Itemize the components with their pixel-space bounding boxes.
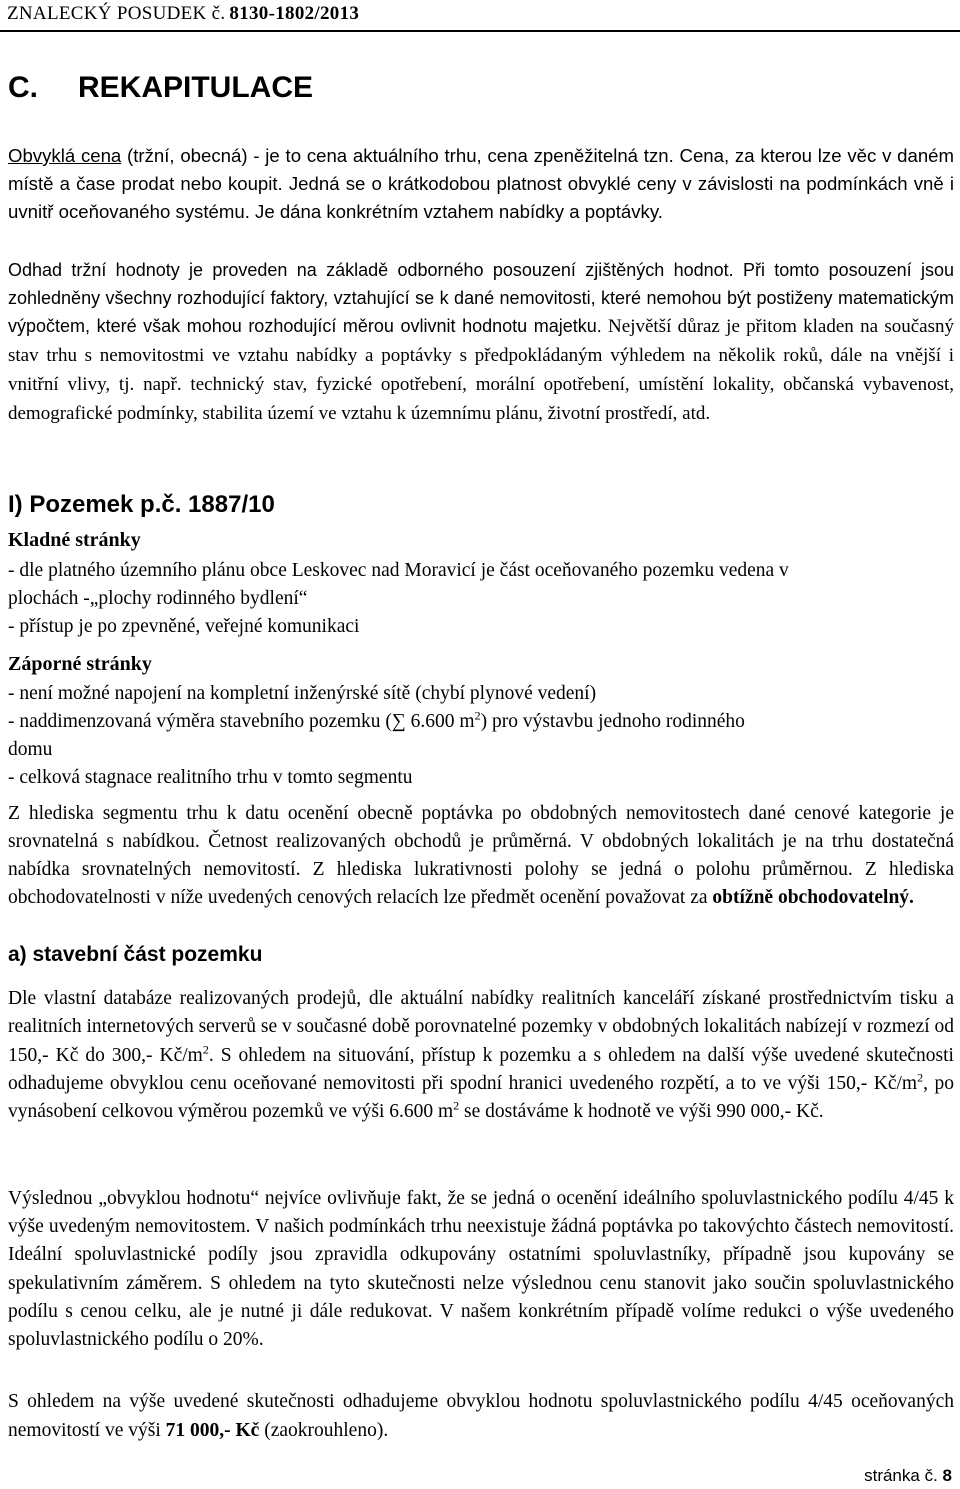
negative-label: Záporné stránky (8, 653, 152, 675)
footer-label: stránka č. (864, 1466, 938, 1485)
paragraph-text: , po vynásobení celkovou výměrou pozemků ve výši 6.600 m (8, 1072, 954, 1123)
section-title-text: REKAPITULACE (78, 71, 314, 104)
paragraph-text: se dostáváme k hodnotě ve výši 990 000,- Kč. (459, 1101, 824, 1123)
intro-p2-serif: Největší důraz je přitom kladen na současný stav trhu s nemovitostmi ve vztahu nabídky a poptávky s předpokládaným výhledem na několik roků, dále na vnější i vnitřní vlivy, tj. např. technický stav, fyzické opotřebení, morální opotřebení, umístění lokality, občanská vybavenost, demografické podmínky, stabilita území ve vztahu k územnímu plánu, životní prostředí, atd. (8, 316, 954, 424)
paragraph-text: (zaokrouhleno). (259, 1420, 389, 1441)
stavebni-paragraph-2: Výslednou „obvyklou hodnotu“ nejvíce ovlivňuje fakt, že se jedná o ocenění ideálního spoluvlastnického podílu 4/45 k výše uvedeným nemovitostem. V našich podmínkách trhu neexistuje žádná poptávka po takovýchto částech nemovitostí. Ideální spoluvlastnické podíly jsou zpravidla odkupovány ostatními spoluvlastníky, případně jsou kupovány se spekulativním záměrem. S ohledem na tyto skutečnosti nelze výslednou cenu stanovit jako součin spoluvlastnického podílu s cenou celku, ale je nutné ji dále redukovat. V našem konkrétním případě volíme redukci o výše uvedeného spoluvlastnického podílu o 20%. (8, 1188, 954, 1351)
paragraph-text: Dle vlastní databáze realizovaných prodejů, dle aktuální nabídky realitních kanceláří získané prostřednictvím tisku a realitních internetových serverů se v současné době porovnatelné pozemky v obdobných lokalitách nabízejí v rozmezí od 150,- Kč do 300,- Kč/m (8, 988, 954, 1066)
intro-paragraph-2 (8, 256, 954, 428)
positive-label: Kladné stránky (8, 529, 141, 551)
positive-item: plochách -„plochy rodinného bydlení“ (8, 588, 308, 609)
segment-bold: obtížně obchodovatelný. (712, 887, 914, 908)
section-title (8, 70, 313, 106)
paragraph-text: S ohledem na výše uvedené skutečnosti odhadujeme obvyklou hodnotu spoluvlastnického podílu 4/45 oceňovaných nemovitostí ve výši (8, 1391, 954, 1441)
negative-item-text: - naddimenzovaná výměra stavebního pozemku (∑ 6.600 m (8, 711, 475, 732)
intro-term: Obvyklá cena (8, 145, 122, 166)
positive-list (8, 557, 954, 641)
page-footer (864, 1466, 952, 1486)
header-number: 8130-1802/2013 (229, 3, 360, 24)
intro-p1-text: (tržní, obecná) - je to cena aktuálního trhu, cena zpeněžitelná tzn. Cena, za kterou lze věc v daném místě a čase prodat nebo koupit. Jedná se o krátkodobou platnost obvyklé ceny v závislosti na podmínkách vně i uvnitř oceňovaného systému. Je dána konkrétním vztahem nabídky a poptávky. (8, 145, 954, 222)
intro-p2-sans: Odhad tržní hodnoty je proveden na základě odborného posouzení zjištěných hodnot. Při tomto posouzení jsou zohledněny všechny rozhodující faktory, vztahující se k dané nemovitosti, které nemohou být postiženy matematickým výpočtem, které však mohou rozhodující měrou ovlivnit hodnotu majetku. (8, 260, 954, 336)
stavebni-paragraph-1 (8, 985, 954, 1126)
paragraph-text: . S ohledem na situování, přístup k pozemku a s ohledem na další výše uvedené skutečnosti odhadujeme obvyklou cenu oceňované nemovitosti při spodní hranici uvedeného rozpětí, a to ve výši 150,- Kč/m (8, 1044, 954, 1094)
superscript: 2 (917, 1070, 924, 1085)
positive-item: - přístup je po zpevněné, veřejné komunikaci (8, 616, 360, 637)
intro-paragraph-1 (8, 142, 954, 226)
header-title: ZNALECKÝ POSUDEK č. (7, 3, 226, 24)
result-value: 71 000,- Kč (165, 1420, 260, 1441)
heading-stavebni: a) stavební část pozemku (8, 943, 263, 966)
heading-pozemek: I) Pozemek p.č. 1887/10 (8, 491, 275, 518)
negative-item-text: ) pro výstavbu jednoho rodinného (480, 711, 745, 732)
segment-paragraph (8, 800, 954, 912)
superscript: 2 (202, 1042, 209, 1057)
header-rule (0, 30, 960, 32)
superscript: 2 (453, 1098, 460, 1113)
stavebni-paragraph-3 (8, 1387, 954, 1445)
superscript: 2 (474, 708, 481, 723)
negative-item (8, 708, 954, 736)
negative-item: - celková stagnace realitního trhu v tomto segmentu (8, 767, 413, 788)
positive-item: - dle platného územního plánu obce Leskovec nad Moravicí je část oceňovaného pozemku vedena v (8, 560, 789, 581)
negative-item: - není možné napojení na kompletní inženýrské sítě (chybí plynové vedení) (8, 683, 597, 704)
section-letter: C. (8, 71, 38, 104)
page-header (7, 2, 953, 32)
negative-list (8, 680, 954, 792)
page-number: 8 (942, 1466, 952, 1485)
segment-text: Z hlediska segmentu trhu k datu ocenění obecně poptávka po obdobných nemovitostech dané cenové kategorie je srovnatelná s nabídkou. Četnost realizovaných obchodů je průměrná. V obdobných lokalitách je na trhu dostatečná nabídka srovnatelných nemovitostí. Z hlediska lukrativnosti polohy se jedná o polohu průměrnou. Z hlediska obchodovatelnosti v níže uvedených cenových relacích lze předmět ocenění považovat za (8, 803, 954, 908)
negative-item: domu (8, 739, 53, 760)
